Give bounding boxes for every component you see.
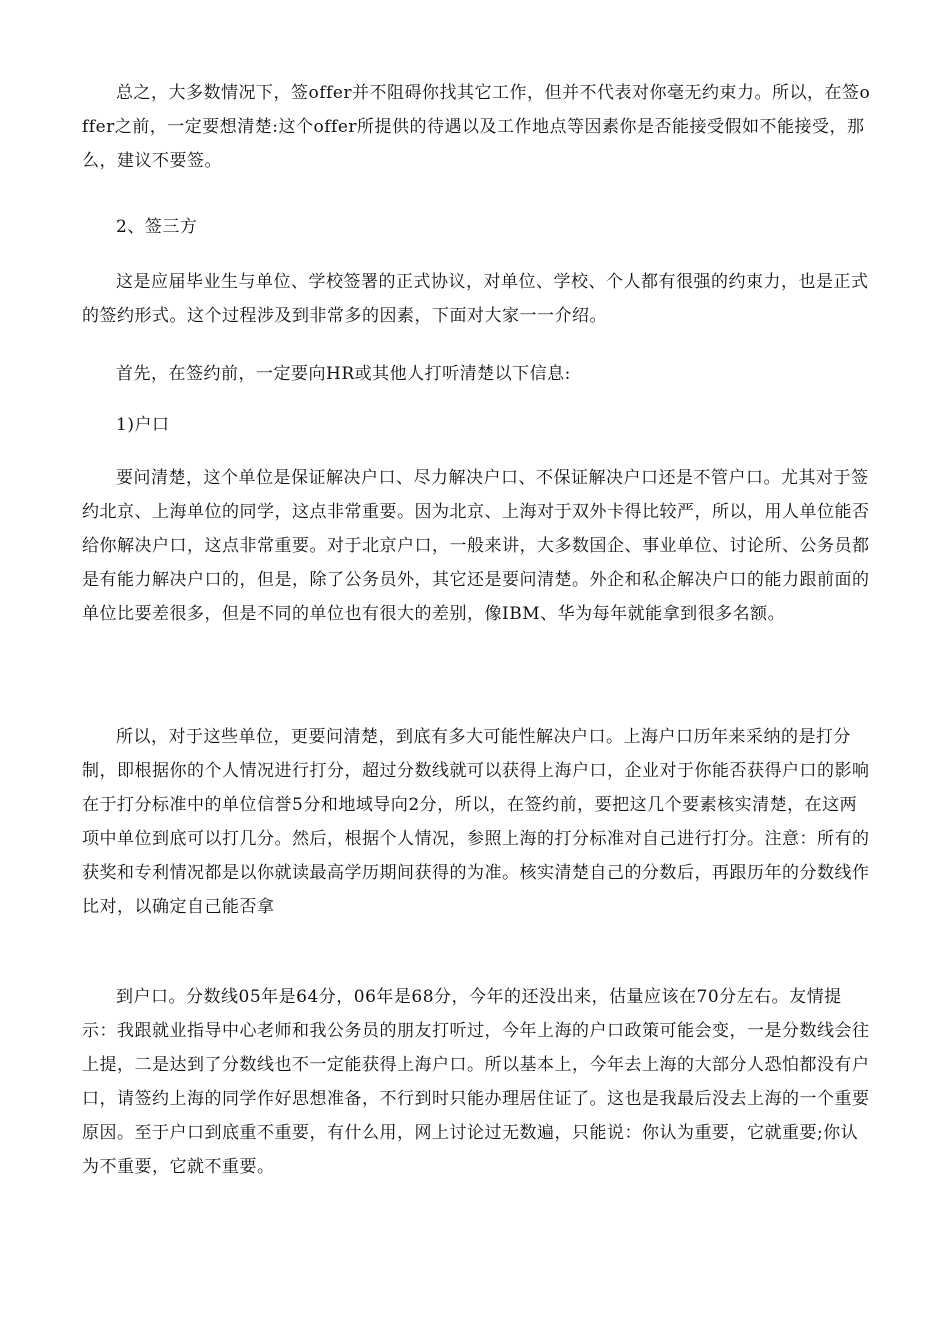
- paragraph-hukou-details: 要问清楚，这个单位是保证解决户口、尽力解决户口、不保证解决户口还是不管户口。尤其对于签约北京、上海单位的同学，这点非常重要。因为北京、上海对于双外卡得比较严，所以，用人单位能否给你解决户口，这点非常重要。对于北京户口，一般来讲，大多数国企、事业单位、讨论所、公务员都是有能力解决户口的，但是，除了公务员外，其它还是要问清楚。外企和私企解决户口的能力跟前面的单位比要差很多，但是不同的单位也有很大的差别，像IBM、华为每年就能拿到很多名额。: [82, 468, 870, 624]
- heading-hukou: 1)户口: [116, 415, 170, 435]
- heading-sign-tripartite: 2、签三方: [116, 217, 198, 237]
- paragraph-before-signing: 首先，在签约前，一定要向HR或其他人打听清楚以下信息:: [116, 364, 571, 384]
- paragraph-score-line: 到户口。分数线05年是64分，06年是68分，今年的还没出来，估量应该在70分左右。友情提示：我跟就业指导中心老师和我公务员的朋友打听过，今年上海的户口政策可能会变，一是分数线会往上提，二是达到了分数线也不一定能获得上海户口。所以基本上，今年去上海的大部分人恐怕都没有户口，请签约上海的同学作好思想准备，不行到时只能办理居住证了。这也是我最后没去上海的一个重要原因。至于户口到底重不重要，有什么用，网上讨论过无数遍，只能说：你认为重要，它就重要;你认为不重要，它就不重要。: [82, 987, 870, 1177]
- paragraph-tripartite-intro: 这是应届毕业生与单位、学校签署的正式协议，对单位、学校、个人都有很强的约束力，也是正式的签约形式。这个过程涉及到非常多的因素，下面对大家一一介绍。: [82, 272, 869, 326]
- paragraph-shanghai-scoring: 所以，对于这些单位，更要问清楚，到底有多大可能性解决户口。上海户口历年来采纳的是打分制，即根据你的个人情况进行打分，超过分数线就可以获得上海户口，企业对于你能否获得户口的影响在于打分标准中的单位信誉5分和地域导向2分，所以，在签约前，要把这几个要素核实清楚，在这两项中单位到底可以打几分。然后，根据个人情况，参照上海的打分标准对自己进行打分。注意：所有的获奖和专利情况都是以你就读最高学历期间获得的为准。核实清楚自己的分数后，再跟历年的分数线作比对，以确定自己能否拿: [82, 727, 870, 917]
- paragraph-offer-summary: 总之，大多数情况下，签offer并不阻碍你找其它工作，但并不代表对你毫无约束力。所以，在签offer之前，一定要想清楚:这个offer所提供的待遇以及工作地点等因素你是否能接受假如不能接受，那么，建议不要签。: [82, 83, 871, 171]
